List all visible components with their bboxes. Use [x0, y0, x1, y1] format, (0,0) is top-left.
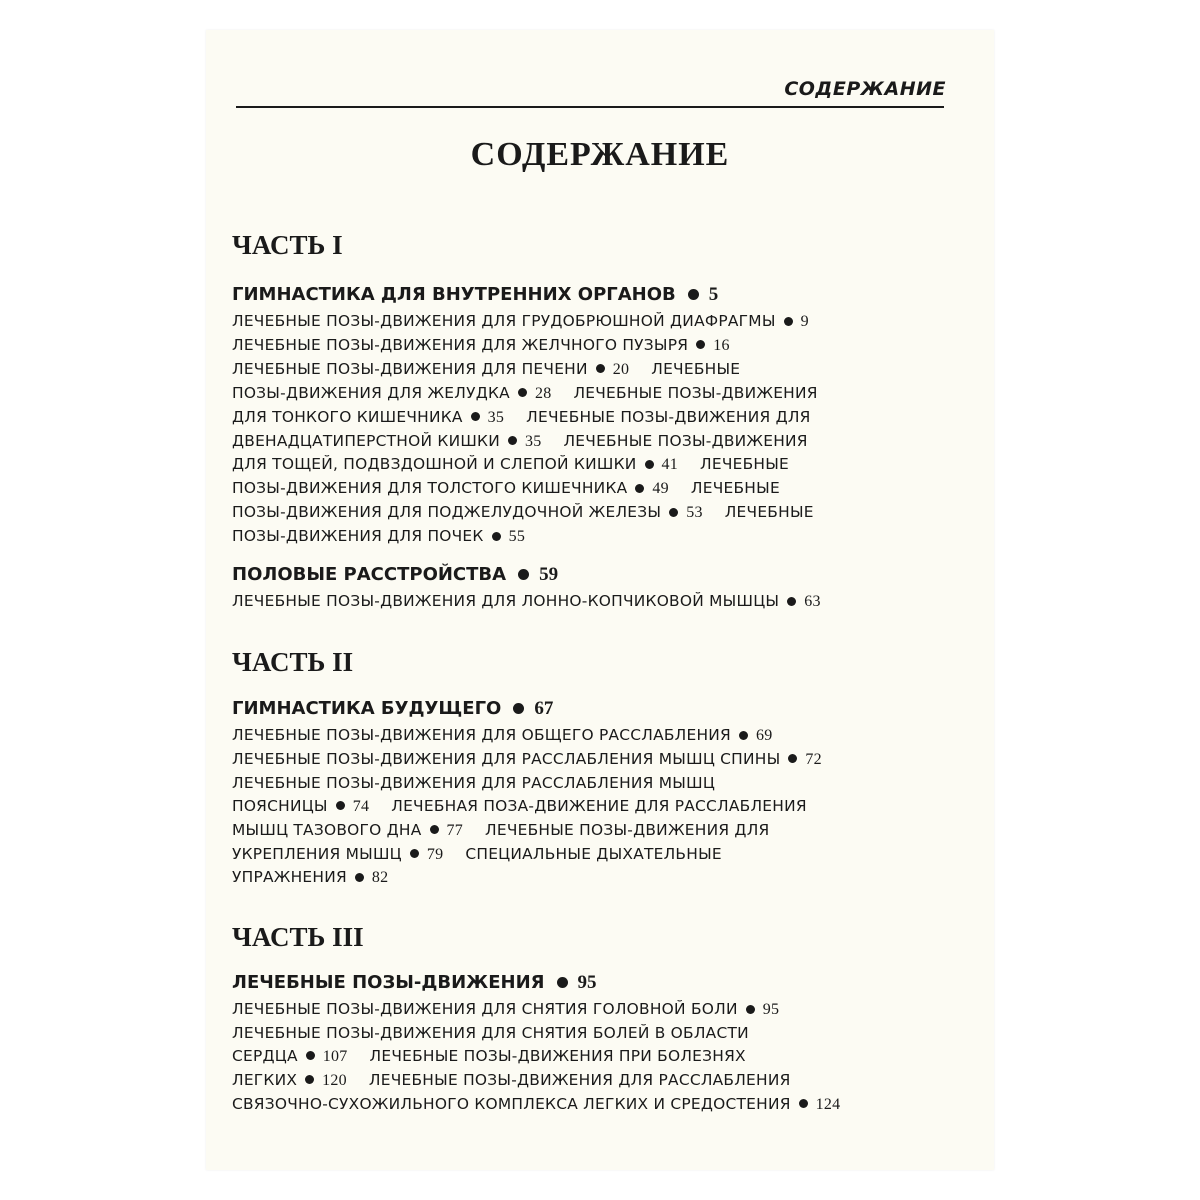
toc-entry-text: ЛЕЧЕБНАЯ ПОЗА-ДВИЖЕНИЕ ДЛЯ РАССЛАБЛЕНИЯ	[391, 796, 807, 815]
bullet-icon	[645, 460, 654, 469]
bullet-icon	[492, 532, 501, 541]
bullet-icon	[596, 364, 605, 373]
toc-line	[232, 866, 932, 890]
toc-entry-text: ЛЕЧЕБНЫЕ ПОЗЫ-ДВИЖЕНИЯ ДЛЯ ОБЩЕГО РАССЛАБЛЕНИЯ	[232, 726, 732, 744]
section-heading	[232, 970, 932, 996]
bullet-icon	[635, 484, 644, 493]
toc-line	[232, 772, 932, 795]
toc-line	[232, 501, 932, 525]
toc-line	[232, 382, 932, 406]
bullet-icon	[799, 1099, 808, 1108]
toc-entry-text: ЛЕЧЕБНЫЕ ПОЗЫ-ДВИЖЕНИЯ ДЛЯ	[526, 407, 811, 426]
toc-line	[232, 358, 932, 382]
toc-entry-text: ЛЕЧЕБНЫЕ	[724, 503, 814, 522]
book-page	[206, 30, 994, 1170]
section-body	[232, 724, 932, 890]
toc-entry-text: МЫШЦ ТАЗОВОГО ДНА	[232, 820, 422, 839]
bullet-icon	[471, 412, 480, 421]
bullet-icon	[410, 849, 419, 858]
toc-entry-text: ЛЕЧЕБНЫЕ ПОЗЫ-ДВИЖЕНИЯ ДЛЯ ЖЕЛЧНОГО ПУЗЫРЯ	[232, 335, 689, 354]
running-head-rule	[236, 106, 944, 108]
bullet-icon	[669, 508, 678, 517]
toc-entry-text: ПОЗЫ-ДВИЖЕНИЯ ДЛЯ ЖЕЛУДКА	[232, 383, 510, 402]
toc-line	[232, 795, 932, 819]
toc-entry-page: 53	[686, 504, 703, 522]
section-heading	[232, 562, 932, 588]
toc-line	[232, 334, 932, 358]
toc-entry-text: ЛЕЧЕБНЫЕ ПОЗЫ-ДВИЖЕНИЯ	[573, 383, 818, 402]
bullet-icon	[696, 340, 705, 349]
toc-entry-page: 35	[524, 432, 542, 450]
section-body	[232, 998, 932, 1117]
toc-entry-text: ЛЕЧЕБНЫЕ ПОЗЫ-ДВИЖЕНИЯ ДЛЯ РАССЛАБЛЕНИЯ	[368, 1070, 791, 1089]
bullet-icon	[430, 825, 439, 834]
toc-entry-page: 95	[762, 1001, 780, 1018]
bullet-icon	[746, 1005, 755, 1014]
toc-line	[232, 998, 932, 1022]
part-heading-2: ЧАСТЬ II	[232, 647, 354, 677]
section-page: 95	[577, 972, 597, 993]
section-title: ЛЕЧЕБНЫЕ ПОЗЫ-ДВИЖЕНИЯ	[232, 972, 545, 993]
toc-section	[232, 282, 932, 549]
bullet-icon	[787, 597, 796, 606]
toc-entry-text: ЛЕЧЕБНЫЕ	[651, 359, 741, 378]
toc-entry-text: ЛЕЧЕБНЫЕ ПОЗЫ-ДВИЖЕНИЯ ДЛЯ ПЕЧЕНИ	[232, 359, 588, 378]
toc-entry-page: 20	[612, 360, 630, 378]
toc-line	[232, 1045, 932, 1069]
toc-line	[232, 430, 932, 454]
toc-entry-text: ЛЕЧЕБНЫЕ ПОЗЫ-ДВИЖЕНИЯ ДЛЯ СНЯТИЯ ГОЛОВНОЙ БОЛИ	[232, 1000, 738, 1018]
section-title: ГИМНАСТИКА БУДУЩЕГО	[232, 698, 502, 719]
toc-line	[232, 525, 932, 549]
toc-line	[232, 1093, 932, 1117]
bullet-icon	[788, 754, 797, 763]
toc-entry-text: ПОЗЫ-ДВИЖЕНИЯ ДЛЯ ПОДЖЕЛУДОЧНОЙ ЖЕЛЕЗЫ	[232, 503, 662, 522]
section-title: ГИМНАСТИКА ДЛЯ ВНУТРЕННИХ ОРГАНОВ	[232, 284, 676, 305]
toc-line	[232, 1022, 932, 1045]
toc-entry-text: ДЛЯ ТОЩЕЙ, ПОДВЗДОШНОЙ И СЛЕПОЙ КИШКИ	[232, 455, 637, 474]
toc-entry-text: ЛЕЧЕБНЫЕ ПОЗЫ-ДВИЖЕНИЯ ДЛЯ ГРУДОБРЮШНОЙ ДИАФРАГМЫ	[232, 312, 776, 330]
bullet-icon	[688, 289, 699, 300]
toc-entry-page: 9	[800, 313, 809, 330]
section-page: 5	[708, 284, 719, 305]
toc-entry-page: 63	[804, 593, 821, 610]
toc-entry-text: ЛЕЧЕБНЫЕ ПОЗЫ-ДВИЖЕНИЯ ДЛЯ РАССЛАБЛЕНИЯ МЫШЦ СПИНЫ	[232, 749, 781, 768]
section-page: 67	[534, 698, 554, 719]
bullet-icon	[306, 1051, 315, 1060]
toc-entry-text: ДЛЯ ТОНКОГО КИШЕЧНИКА	[232, 407, 463, 426]
toc-entry-page: 82	[371, 869, 389, 887]
bullet-icon	[557, 977, 568, 988]
toc-entry-page: 69	[756, 727, 773, 744]
section-body	[232, 590, 932, 614]
toc-entry-text: ПОЯСНИЦЫ	[232, 796, 328, 815]
toc-entry-text: ЛЕЧЕБНЫЕ ПОЗЫ-ДВИЖЕНИЯ ДЛЯ ЛОННО-КОПЧИКОВОЙ МЫШЦЫ	[232, 592, 780, 610]
section-body	[232, 310, 932, 549]
toc-entry-text: УПРАЖНЕНИЯ	[232, 868, 347, 887]
toc-entry-text: ПОЗЫ-ДВИЖЕНИЯ ДЛЯ ПОЧЕК	[232, 527, 484, 546]
section-heading	[232, 696, 932, 722]
bullet-icon	[508, 436, 517, 445]
toc-entry-text: ЛЕЧЕБНЫЕ ПОЗЫ-ДВИЖЕНИЯ ДЛЯ РАССЛАБЛЕНИЯ МЫШЦ	[232, 773, 716, 792]
toc-entry-text: ЛЕЧЕБНЫЕ ПОЗЫ-ДВИЖЕНИЯ ПРИ БОЛЕЗНЯХ	[369, 1046, 746, 1065]
toc-entry-page: 72	[805, 750, 822, 768]
toc-entry-page: 35	[487, 408, 505, 426]
toc-entry-page: 120	[322, 1071, 347, 1089]
toc-entry-text: УКРЕПЛЕНИЯ МЫШЦ	[232, 844, 402, 863]
toc-line	[232, 819, 932, 843]
toc-entry-text: ЛЕЧЕБНЫЕ ПОЗЫ-ДВИЖЕНИЯ ДЛЯ СНЯТИЯ БОЛЕЙ В ОБЛАСТИ	[232, 1023, 749, 1042]
toc-entry-text: СВЯЗОЧНО-СУХОЖИЛЬНОГО КОМПЛЕКСА ЛЕГКИХ И СРЕДОСТЕНИЯ	[232, 1094, 791, 1113]
section-page: 59	[539, 564, 559, 585]
toc-entry-text: СЕРДЦА	[232, 1046, 298, 1065]
toc-line	[232, 590, 932, 614]
bullet-icon	[739, 731, 748, 740]
toc-line	[232, 843, 932, 867]
toc-line	[232, 724, 932, 748]
toc-entry-page: 74	[352, 797, 370, 815]
bullet-icon	[336, 801, 345, 810]
toc-entry-text: ДВЕНАДЦАТИПЕРСТНОЙ КИШКИ	[232, 431, 500, 450]
bullet-icon	[305, 1075, 314, 1084]
running-head-title: СОДЕРЖАНИЕ	[784, 78, 946, 100]
toc-entry-page: 28	[534, 384, 552, 402]
toc-entry-text: ЛЕЧЕБНЫЕ	[700, 455, 790, 474]
toc-line	[232, 1069, 932, 1093]
toc-entry-page: 49	[652, 480, 669, 498]
toc-entry-page: 79	[426, 845, 444, 863]
toc-entry-page: 77	[446, 821, 464, 839]
toc-line	[232, 477, 932, 501]
toc-line	[232, 310, 932, 334]
toc-entry-page: 107	[322, 1047, 348, 1065]
section-title: ПОЛОВЫЕ РАССТРОЙСТВА	[232, 564, 507, 585]
toc-entry-text: ЛЕЧЕБНЫЕ ПОЗЫ-ДВИЖЕНИЯ	[563, 431, 808, 450]
toc-entry-text: ЛЕЧЕБНЫЕ ПОЗЫ-ДВИЖЕНИЯ ДЛЯ	[485, 820, 770, 839]
section-heading	[232, 282, 932, 308]
page-title: СОДЕРЖАНИЕ	[470, 136, 730, 173]
toc-section	[232, 562, 932, 614]
toc-entry-page: 41	[661, 456, 679, 474]
toc-line	[232, 453, 932, 477]
bullet-icon	[784, 317, 793, 326]
part-heading-1: ЧАСТЬ I	[232, 230, 343, 260]
toc-line	[232, 406, 932, 430]
part-heading-3: ЧАСТЬ III	[232, 922, 364, 952]
toc-entry-page: 55	[508, 528, 526, 546]
toc-entry-page: 16	[713, 336, 730, 354]
bullet-icon	[518, 569, 529, 580]
toc-entry-text: ПОЗЫ-ДВИЖЕНИЯ ДЛЯ ТОЛСТОГО КИШЕЧНИКА	[232, 479, 628, 498]
toc-line	[232, 748, 932, 772]
toc-entry-text: ЛЕЧЕБНЫЕ	[690, 479, 780, 498]
bullet-icon	[513, 703, 524, 714]
toc-section	[232, 696, 932, 890]
bullet-icon	[355, 873, 364, 882]
toc-section	[232, 970, 932, 1117]
bullet-icon	[518, 388, 527, 397]
toc-entry-page: 124	[815, 1095, 841, 1113]
toc-entry-text: ЛЕГКИХ	[232, 1070, 298, 1089]
toc-entry-text: СПЕЦИАЛЬНЫЕ ДЫХАТЕЛЬНЫЕ	[465, 844, 722, 863]
